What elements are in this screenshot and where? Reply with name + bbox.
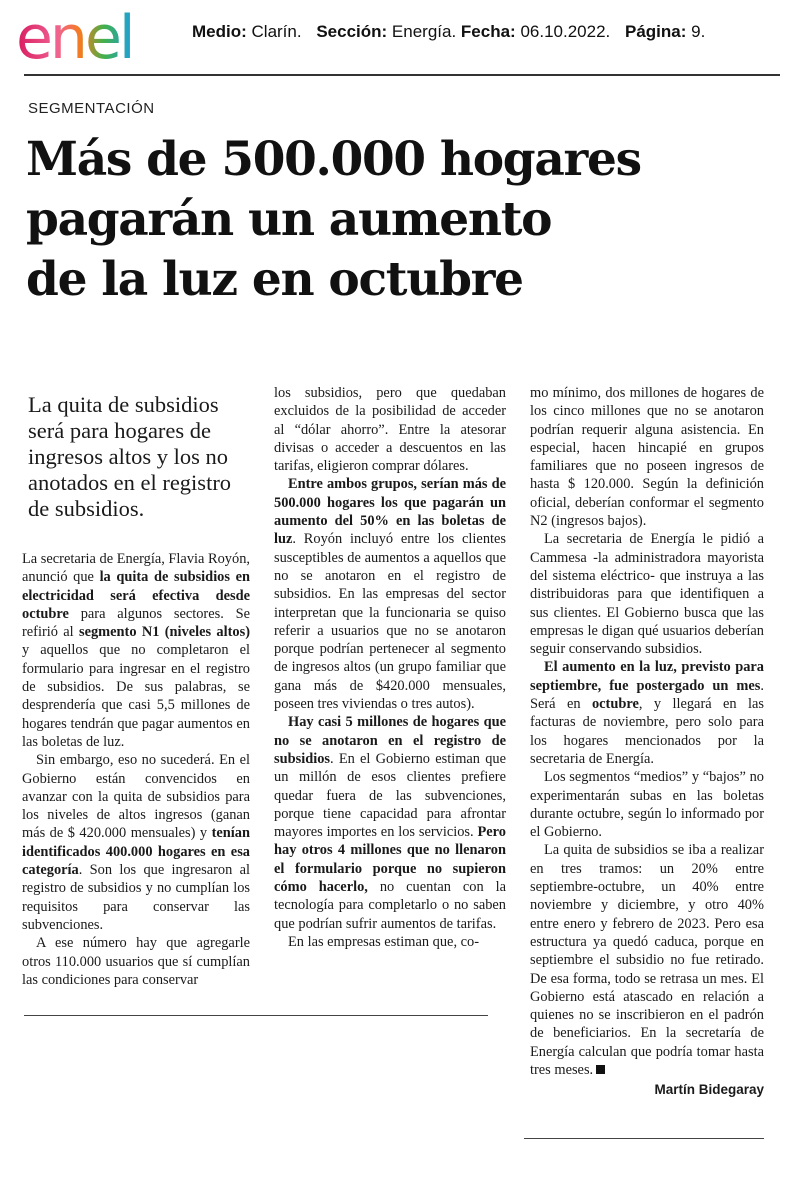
seccion-label: Sección: <box>316 22 388 41</box>
paragraph: A ese número hay que agregarle otros 110.000 usuarios que sí cumplían las condiciones para conservar <box>22 935 250 988</box>
headline-line: pagarán un aumento <box>26 192 552 247</box>
fecha-value: 06.10.2022. <box>520 22 611 41</box>
enel-logo-text: enel <box>16 6 133 68</box>
column-divider <box>524 1138 764 1139</box>
paragraph: Los segmentos “medios” y “bajos” no experimentarán subas en las boletas durante octubre, según lo informado por el Gobierno. <box>530 769 764 841</box>
article-column-2 <box>274 384 506 951</box>
headline <box>26 130 766 310</box>
fecha-label: Fecha: <box>460 22 516 41</box>
end-mark <box>596 1065 605 1074</box>
paragraph: En las empresas estiman que, co- <box>288 933 480 950</box>
paragraph: La secretaria de Energía le pidió a Cammesa -la administradora mayorista del sistema eléctrico- que instruya a las distribuidoras para que identifiquen a sus clientes. El Gobierno busca que las empresas le digan qué usuarios deberían seguir conservando subsidios. <box>530 531 764 658</box>
pagina-label: Página: <box>625 22 687 41</box>
paragraph: Sin embargo, eso no sucederá. En el Gobierno están convencidos en avanzar con la quita de subsidios para los niveles de altos ingresos (ganan más de $ 420.000 mensuales) y tenían identificados 400.000 hogares en esa categoría. Son los que ingresaron al registro de subsidios y no cumplían los requisitos para conservar las subvenciones. <box>22 752 250 933</box>
headline-line: Más de 500.000 hogares <box>26 132 641 187</box>
medio-label: Medio: <box>192 22 247 41</box>
article-column-3 <box>530 384 764 1100</box>
section-label: SEGMENTACIÓN <box>28 100 155 117</box>
pagina-value: 9. <box>691 22 706 41</box>
paragraph: mo mínimo, dos millones de hogares de los cinco millones que no se anotaron podrían requerir alguna asistencia. En especial, hacen hincapié en grupos familiares que no poseen ingresos de hasta $ 120.000. Según la definición oficial, deberían conformar el segmento N2 (ingresos bajos). <box>530 385 764 530</box>
headline-line: de la luz en octubre <box>26 252 523 307</box>
paragraph: Entre ambos grupos, serían más de 500.000 hogares los que pagarán un aumento del 50% en las boletas de luz. Royón incluyó entre los clientes susceptibles de aumentos a aquellos que no se anotaron en el registro de subsidios. En las empresas del sector interpretan que la funcionaria se quiso referir a usuarios que no se anotaron porque podrían pertenecer al segmento de ingresos altos (un grupo familiar que gana más de $420.000 mensuales, poseen tres viviendas o tres autos). <box>274 476 506 713</box>
paragraph: El aumento en la luz, previsto para septiembre, fue postergado un mes. Será en octubre, y llegará en las facturas de noviembre, pero solo para los hogares mencionados por la secretaria de Energía. <box>530 659 764 767</box>
article-column-1 <box>22 550 250 989</box>
byline: Martín Bidegaray <box>654 1082 764 1098</box>
medio-value: Clarín. <box>251 22 302 41</box>
paragraph: Hay casi 5 millones de hogares que no se anotaron en el registro de subsidios. En el Gobierno estiman que un millón de esos clientes prefiere quedar fuera de las subvenciones, porque tiene capacidad para afrontar mayores importes en los servicios. Pero hay otros 4 millones que no llenaron el formulario porque no supieron cómo hacerlo, no cuentan con la tecnología para completarlo o no saben que podrían sufrir aumentos de tarifas. <box>274 714 506 932</box>
header-divider <box>24 74 780 76</box>
deck-summary: La quita de subsidios será para hogares de ingresos altos y los no anotados en el registro de subsidios. <box>28 392 232 521</box>
document-meta <box>192 22 705 42</box>
paragraph: La secretaria de Energía, Flavia Royón, anunció que la quita de subsidios en electricidad será efectiva desde octubre para algunos sectores. Se refirió al segmento N1 (niveles altos) y aquellos que no completaron el formulario para ingresar en el registro de subsidios. De sus palabras, se desprendería que casi 5,5 millones de hogares tendrán que pagar aumentos en las boletas de luz. <box>22 551 250 750</box>
seccion-value: Energía. <box>391 22 457 41</box>
paragraph: los subsidios, pero que quedaban excluidos de la posibilidad de acceder al “dólar ahorro”. Entre la atesorar divisas o acceder a descuentos en las tarifas, eligieron comprar dólares. <box>274 385 506 475</box>
column-divider <box>24 1015 488 1016</box>
paragraph: La quita de subsidios se iba a realizar en tres tramos: un 20% entre septiembre-octubre, un 40% entre noviembre y diciembre, y otro 40% entre enero y febrero de 2023. Pero esa estructura ya quedó caduca, porque en septiembre el subsidio no fue retirado. De esa forma, todo se retrasa un mes. El Gobierno está atascado en relación a quienes no se inscribieron en el padrón de beneficiarios. En la secretaría de Energía calculan que podría tomar hasta tres meses. <box>530 842 764 1078</box>
enel-logo <box>14 6 174 68</box>
